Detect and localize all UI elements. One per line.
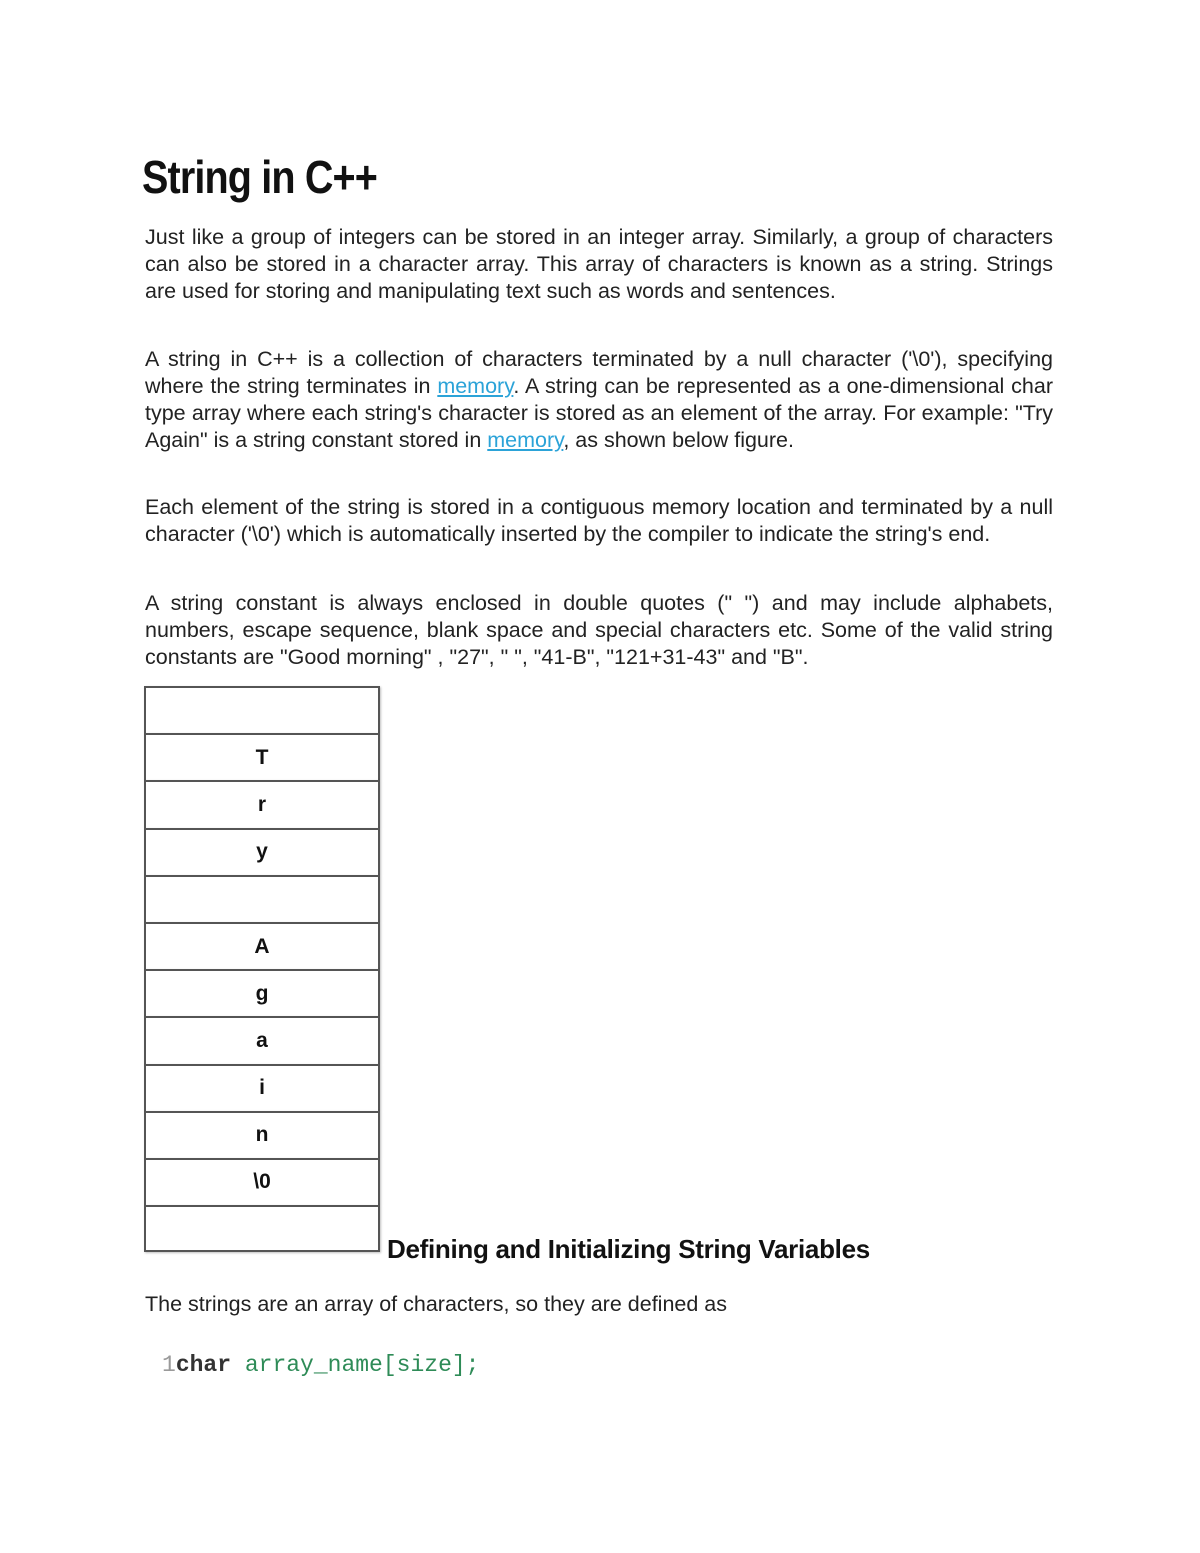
memory-cell xyxy=(144,686,380,733)
memory-cell xyxy=(144,1205,380,1252)
intro-paragraph: Just like a group of integers can be stored in an integer array. Similarly, a group of characters can also be stored in a character array. This array of characters is known as a string. Strings are used for storing and manipulating text such as words and sentences. xyxy=(145,225,1053,303)
string-definition-paragraph xyxy=(145,346,1053,454)
paragraph-text: . A string can be represented as a one-dimensional char type array where each string's character is stored as an element of the array. For example: "Try Again" is a string constant stored in xyxy=(145,374,1053,452)
contiguous-memory-paragraph: Each element of the string is stored in a contiguous memory location and terminated by a null character ('\0') which is automatically inserted by the compiler to indicate the string's end. xyxy=(145,495,1053,546)
memory-cell: A xyxy=(144,922,380,969)
memory-cell: r xyxy=(144,780,380,827)
memory-link[interactable]: memory xyxy=(487,428,564,452)
paragraph-text: , as shown below figure. xyxy=(563,428,794,452)
memory-cell: i xyxy=(144,1064,380,1111)
memory-link[interactable]: memory xyxy=(437,374,514,398)
string-constant-paragraph: A string constant is always enclosed in double quotes (" ") and may include alphabets, numbers, escape sequence, blank space and special characters etc. Some of the valid string constants are "Good morning" , "27", " ", "41-B", "121+31-43" and "B". xyxy=(145,591,1053,669)
code-declaration: array_name[size]; xyxy=(231,1352,480,1378)
memory-cell: n xyxy=(144,1111,380,1158)
code-keyword: char xyxy=(175,1352,232,1378)
memory-cell: T xyxy=(144,733,380,780)
paragraph-text: A string in C++ is a collection of characters terminated by a null character ('\0'), specifying where the string terminates in xyxy=(145,347,1053,398)
code-line-number: 1 xyxy=(162,1352,176,1378)
memory-diagram xyxy=(144,686,380,1252)
memory-cell xyxy=(144,875,380,922)
section-paragraph: The strings are an array of characters, so they are defined as xyxy=(145,1292,727,1316)
code-snippet xyxy=(162,1352,479,1378)
memory-cell: \0 xyxy=(144,1158,380,1205)
page-title: String in C++ xyxy=(142,151,378,203)
memory-cell: y xyxy=(144,828,380,875)
section-heading: Defining and Initializing String Variables xyxy=(387,1234,870,1264)
memory-cell: a xyxy=(144,1016,380,1063)
memory-cell: g xyxy=(144,969,380,1016)
